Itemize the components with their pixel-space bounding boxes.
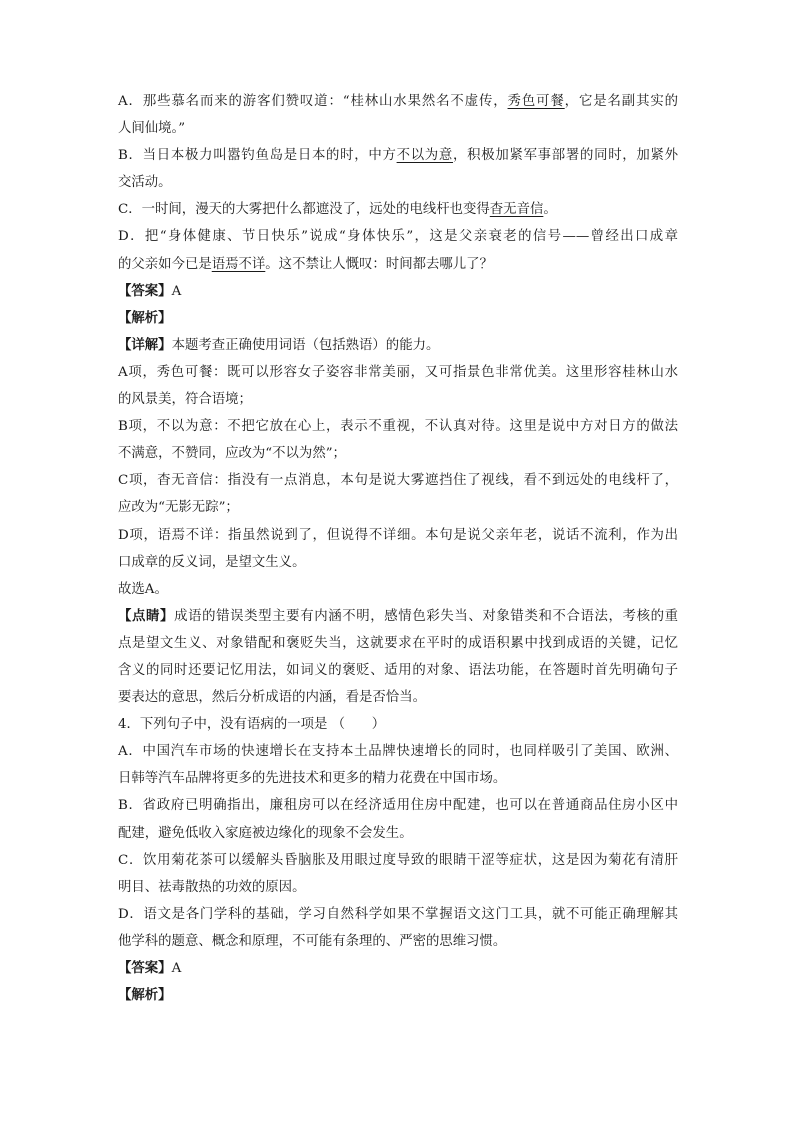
q3-explain-b-line1: B项，不以为意：不把它放在心上，表示不重视，不认真对待。这里是说中方对日方的做法: [118, 419, 678, 435]
q3-tip-line3: 含义的同时还要记忆用法，如词义的褒贬、适用的对象、语法功能，在答题时首先明确句子: [118, 662, 678, 678]
q3-option-b-line2: 交活动。: [118, 175, 172, 191]
idiom-yuyan-buxiang: 语焉不详: [211, 256, 266, 272]
q3-explain-b-line2: 不满意，不赞同，应改为“不以为然”；: [118, 446, 346, 462]
q4-option-b-line2: 配建，避免低收入家庭被边缘化的现象不会发生。: [118, 825, 413, 841]
q3-analysis-tag: 【解析】: [118, 309, 172, 326]
document-page: [118, 88, 678, 1009]
idiom-buyi-weiyi: 不以为意: [396, 148, 454, 164]
q3-option-c: C．一时间，漫天的大雾把什么都遮没了，远处的电线杆也变得杳无音信。: [118, 202, 557, 218]
q4-option-c-line2: 明目、祛毒散热的功效的原因。: [118, 879, 306, 895]
q3-option-d-line2: 的父亲如今已是语焉不详。这不禁让人慨叹：时间都去哪儿了？: [118, 256, 493, 272]
q3-answer: 【答案】A: [118, 282, 182, 299]
q3-explain-c-line2: 应改为“无影无踪”；: [118, 500, 239, 516]
q3-tip-line1: 【点睛】成语的错误类型主要有内涵不明，感情色彩失当、对象错类和不合语法，考核的重: [118, 607, 678, 624]
q4-option-a-line1: A．中国汽车市场的快速增长在支持本土品牌快速增长的同时，也同样吸引了美国、欧洲、: [118, 744, 678, 760]
q4-option-c-line1: C．饮用菊花茶可以缓解头昏脑胀及用眼过度导致的眼睛干涩等症状，这是因为菊花有清肝: [118, 852, 678, 868]
q3-option-a-line2: 人间仙境。”: [118, 121, 186, 137]
q4-answer: 【答案】A: [118, 960, 182, 976]
q3-detail: 【详解】本题考查正确使用词语（包括熟语）的能力。: [118, 336, 440, 353]
q3-explain-d-line1: D项，语焉不详：指虽然说到了，但说得不详细。本句是说父亲年老，说话不流利，作为出: [118, 527, 678, 543]
q3-explain-d-line2: 口成章的反义词，是望文生义。: [118, 554, 306, 570]
q4-option-d-line2: 他学科的题意、概念和原理，不可能有条理的、严密的思维习惯。: [118, 933, 507, 949]
q4-option-a-line2: 日韩等汽车品牌将更多的先进技术和更多的精力花费在中国市场。: [118, 771, 507, 787]
q4-analysis-tag: 【解析】: [118, 987, 172, 1004]
q4-option-b-line1: B．省政府已明确指出，廉租房可以在经济适用住房中配建，也可以在普通商品住房小区中: [118, 798, 678, 814]
q3-tip-line2: 点是望文生义、对象错配和褒贬失当，这就要求在平时的成语积累中找到成语的关键，记忆: [118, 635, 678, 651]
q3-explain-a-line1: A项，秀色可餐：既可以形容女子姿容非常美丽，又可指景色非常优美。这里形容桂林山水: [118, 364, 678, 380]
idiom-yaowu-yinxin: 杳无音信: [489, 202, 544, 218]
idiom-xiuse-kecan: 秀色可餐: [507, 94, 565, 109]
q4-option-d-line1: D．语文是各门学科的基础，学习自然科学如果不掌握语文这门工具，就不可能正确理解其: [118, 906, 678, 922]
q3-tip-line4: 要表达的意思，然后分析成语的内涵，看是否恰当。: [118, 690, 426, 706]
q4-stem: 4．下列句子中，没有语病的一项是 （ ）: [118, 717, 386, 733]
q3-option-d-line1: D．把“身体健康、节日快乐”说成“身体快乐”，这是父亲衰老的信号——曾经出口成章: [118, 229, 678, 245]
q3-explain-a-line2: 的风景美，符合语境；: [118, 392, 252, 408]
q3-explain-c-line1: C项，杳无音信：指没有一点消息，本句是说大雾遮挡住了视线，看不到远处的电线杆了，: [118, 473, 678, 489]
q3-option-b-line1: B．当日本极力叫嚣钓鱼岛是日本的时，中方不以为意，积极加紧军事部署的同时，加紧外: [118, 148, 679, 164]
q3-option-a-line1: A．那些慕名而来的游客们赞叹道：“桂林山水果然名不虚传，秀色可餐，它是名副其实的: [118, 94, 679, 109]
q3-choose: 故选A。: [118, 581, 168, 597]
